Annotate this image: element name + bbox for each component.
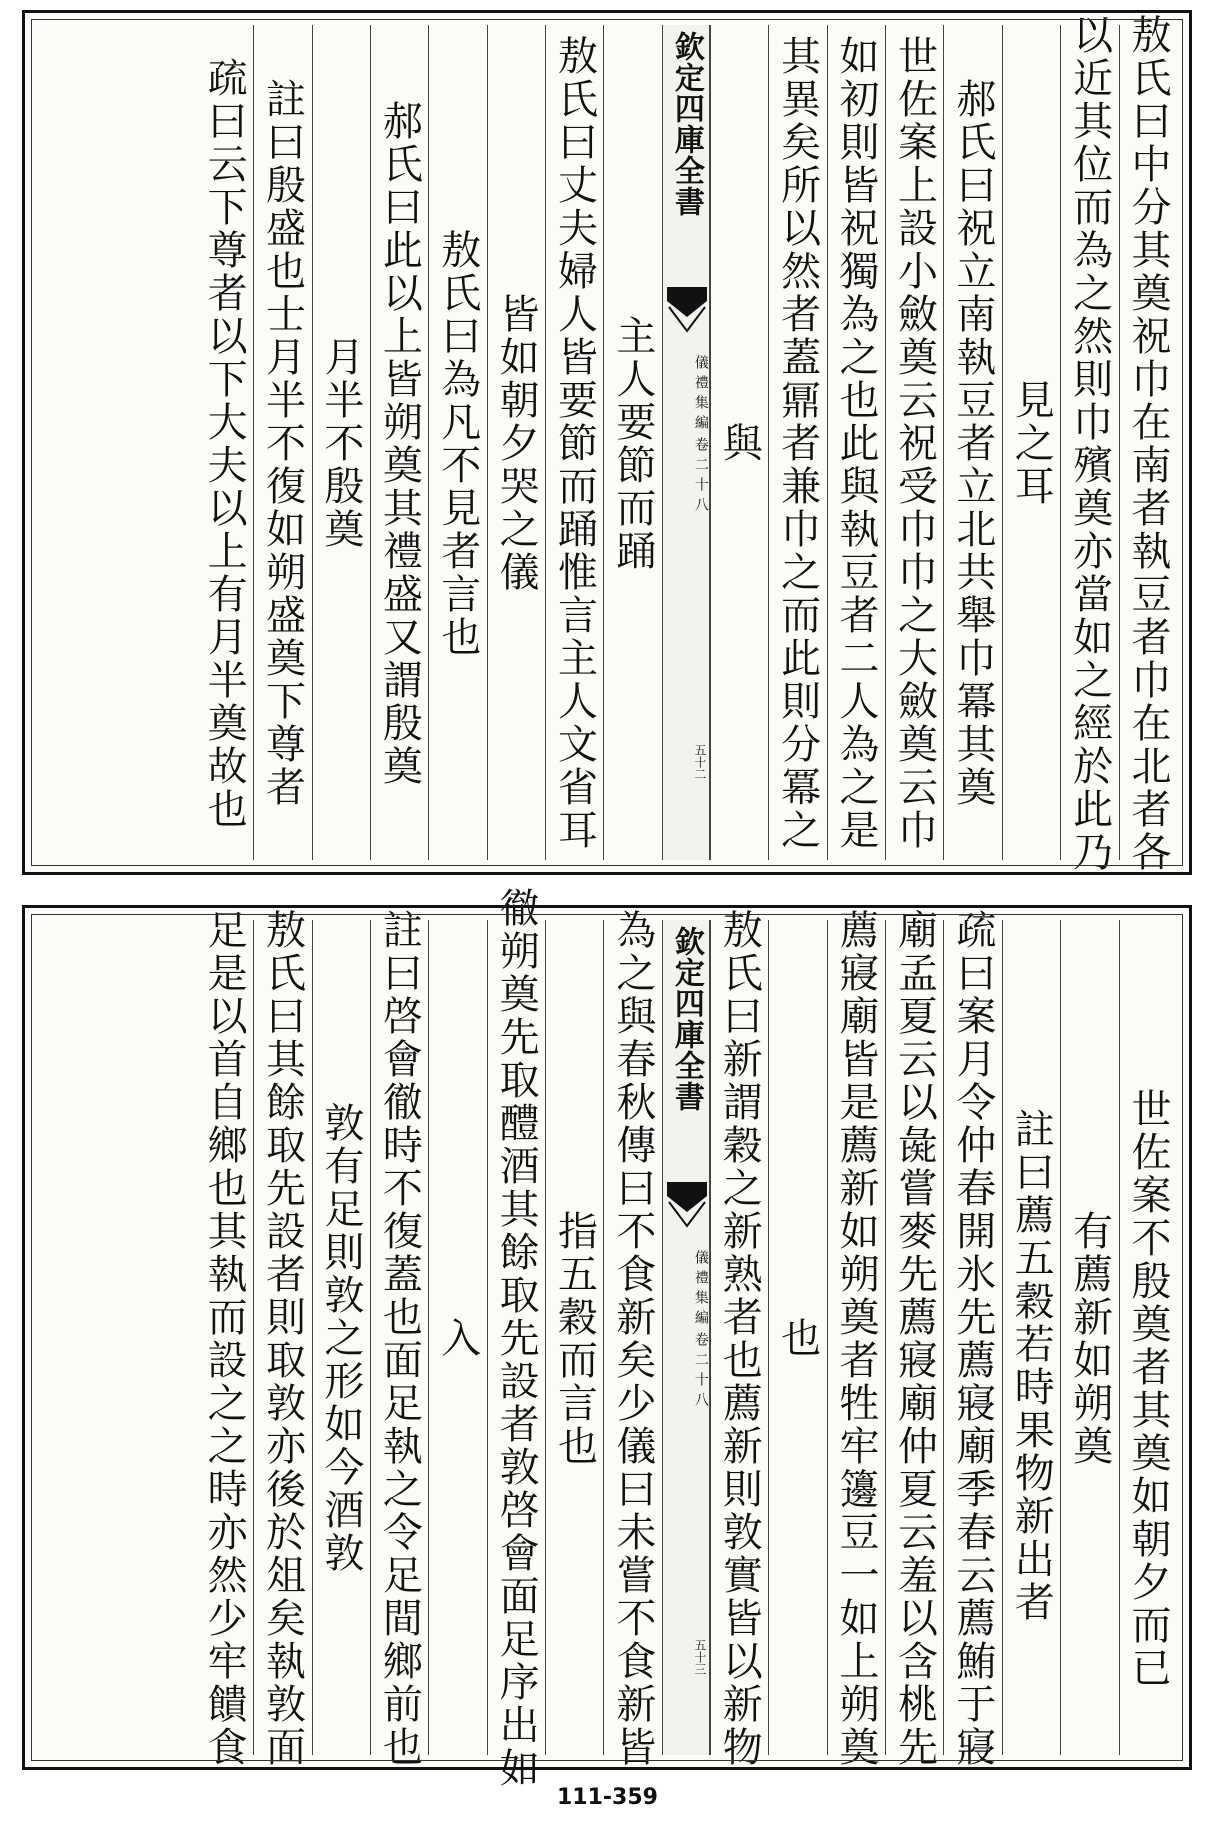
page-number: 五十三: [692, 1639, 707, 1675]
text-column: 皆如朝夕哭之儀: [487, 25, 545, 860]
text-column: 為之與春秋傳曰不食新矣少儀曰未嘗不食新皆: [603, 920, 661, 1755]
text-column: 敖氏曰中分其奠祝巾在南者執豆者巾在北者各: [1119, 25, 1177, 860]
text-column: 註曰啓會徹時不復蓋也面足執之令足間鄉前也: [370, 920, 428, 1755]
volume-label: 卷二十八: [692, 1332, 709, 1412]
text-column: 與: [710, 25, 768, 860]
collection-title: 欽定四庫全書: [668, 926, 704, 1112]
text-column: 入: [428, 920, 486, 1755]
text-column: 指五穀而言也: [545, 920, 603, 1755]
page-reference: 111-359: [557, 1785, 658, 1810]
text-column: 敖氏曰丈夫婦人皆要節而踊惟言主人文省耳: [545, 25, 603, 860]
text-column: 郝氏曰此以上皆朔奠其禮盛又謂殷奠: [370, 25, 428, 860]
fish-tail-mark-icon: [667, 287, 707, 333]
text-column: 如初則皆祝獨為之也此與執豆者二人為之是: [827, 25, 885, 860]
text-column: 世佐案上設小斂奠云祝受巾巾之大斂奠云巾: [885, 25, 943, 860]
text-column: 疏曰案月令仲春開氷先薦寢廟季春云薦鮪于寢: [943, 920, 1001, 1755]
text-column: 以近其位而為之然則巾殯奠亦當如之經於此乃: [1060, 25, 1118, 860]
bottom-page-columns: [37, 887, 1177, 1790]
top-page-panel: [22, 10, 1192, 875]
center-fold-strip: [662, 920, 710, 1755]
book-name-block: [663, 355, 709, 517]
center-fold-strip: [662, 25, 710, 860]
text-column: 徹朔奠先取醴酒其餘取先設者敦啓會面足序出如: [487, 920, 545, 1755]
volume-label: 卷二十八: [692, 437, 709, 517]
text-column: 疏曰云下尊者以下大夫以上有月半奠故也: [201, 56, 248, 831]
text-column: 敖氏曰新謂穀之新熟者也薦新則敦實皆以新物: [710, 920, 768, 1755]
page-number: 五十二: [692, 744, 707, 780]
text-column: 主人要節而踊: [603, 25, 661, 860]
bottom-page-panel: [22, 887, 1192, 1790]
text-column: 註曰薦五穀若時果物新出者: [1002, 920, 1060, 1755]
book-name-block: [663, 1250, 709, 1412]
collection-title: 欽定四庫全書: [668, 31, 704, 217]
text-column: 敦有足則敦之形如今酒敦: [312, 920, 370, 1755]
book-name: 儀禮集編: [692, 1250, 709, 1330]
text-column: 廟孟夏云以彘嘗麥先薦寢廟仲夏云羞以含桃先: [885, 920, 943, 1755]
text-column: 敖氏曰其餘取先設者則取敦亦後於俎矣執敦面: [253, 920, 311, 1755]
text-column: 其異矣所以然者蓋鼏者兼巾之而此則分冪之: [768, 25, 826, 860]
fish-tail-mark-icon: [667, 1182, 707, 1228]
text-column: 足是以首自鄉也其執而設之之時亦然少牢饋食: [201, 908, 248, 1769]
book-name: 儀禮集編: [692, 355, 709, 435]
text-column: 見之耳: [1002, 25, 1060, 860]
text-column: 敖氏曰為凡不見者言也: [428, 25, 486, 860]
text-column: 世佐案不殷奠者其奠如朝夕而已: [1119, 920, 1177, 1755]
text-column: 註曰殷盛也士月半不復如朔盛奠下尊者: [253, 25, 311, 860]
text-column: 薦寢廟皆是薦新如朔奠者牲牢籩豆一如上朔奠: [827, 920, 885, 1755]
text-column: 有薦新如朔奠: [1060, 920, 1118, 1755]
text-column: 也: [768, 920, 826, 1755]
text-column: 月半不殷奠: [312, 25, 370, 860]
text-column: 郝氏曰祝立南執豆者立北共舉巾冪其奠: [943, 25, 1001, 860]
top-page-columns: [37, 13, 1177, 874]
